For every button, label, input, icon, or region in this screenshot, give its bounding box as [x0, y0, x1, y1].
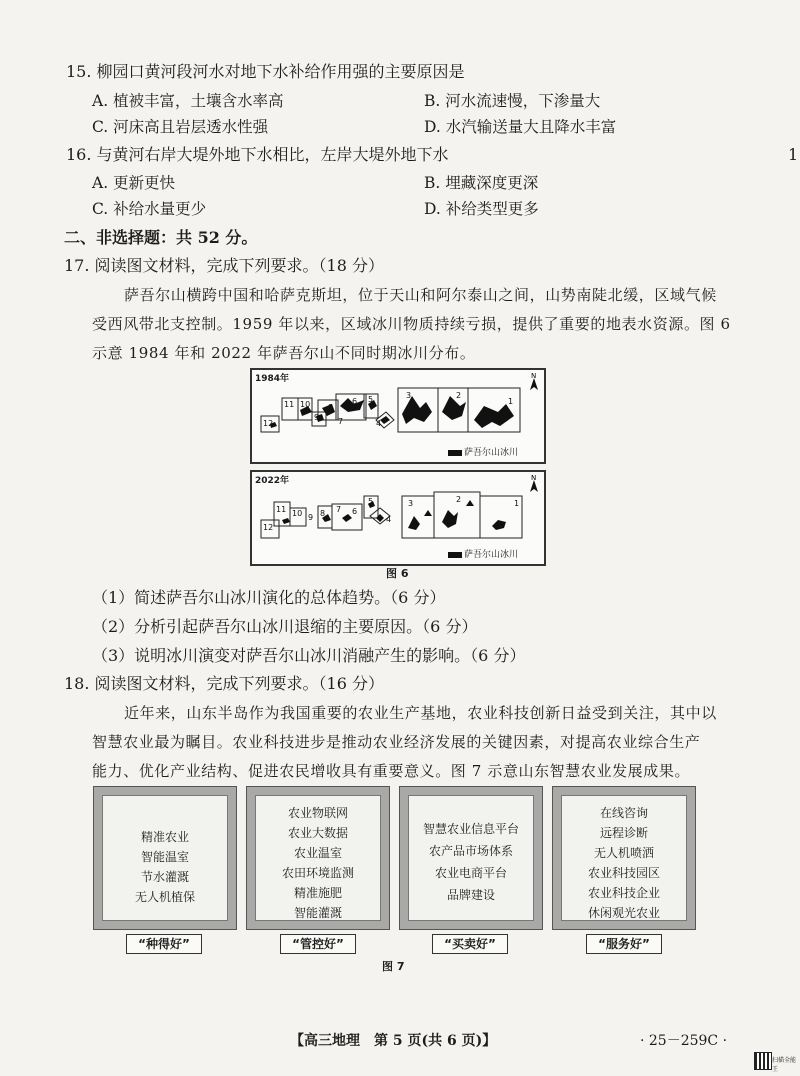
fig6-caption: 图 6	[386, 567, 409, 580]
fig6-1984-label-1: 1	[508, 397, 514, 406]
q17-stem: 17. 阅读图文材料，完成下列要求。（18 分）	[64, 256, 384, 275]
q16-option-d: D. 补给类型更多	[424, 200, 539, 218]
q18-para-line-3: 能力、优化产业结构、促进农民增收具有重要意义。图 7 示意山东智慧农业发展成果。	[92, 762, 691, 780]
glacier-zone-3	[402, 496, 434, 538]
q17-sub-1: （1）简述萨吾尔山冰川演化的总体趋势。（6 分）	[92, 588, 446, 607]
fig7-box4-item-1: 在线咨询	[599, 806, 648, 820]
fig7-box2-item-4: 农田环境监测	[281, 866, 354, 880]
fig6-2022-label-9: 9	[308, 513, 314, 522]
fig6-2022-label-12: 12	[263, 523, 274, 532]
fig6-year-2022: 2022年	[255, 476, 290, 486]
fig6-legend-2022-label: 萨吾尔山冰川	[463, 550, 518, 560]
legend-swatch-icon	[448, 450, 462, 456]
fig6-1984-label-4: 4	[376, 419, 382, 428]
fig6-panel-2022	[250, 470, 546, 566]
q15-option-a: A. 植被丰富，土壤含水率高	[92, 92, 284, 110]
fig6-panel-1984	[250, 368, 546, 464]
fig6-legend-1984-label: 萨吾尔山冰川	[463, 448, 518, 458]
fig7-box4-item-6: 休闲观光农业	[587, 906, 660, 920]
page-footer: 【高三地理 第 5 页(共 6 页)】	[290, 1033, 497, 1049]
fig7-box2-item-3: 农业温室	[293, 846, 342, 860]
fig6-north-2022: N	[531, 474, 537, 482]
fig6-1984-label-5: 5	[368, 395, 374, 404]
fig7-box2-item-2: 农业大数据	[287, 826, 348, 840]
fig6-2022-label-8: 8	[320, 509, 326, 518]
fig6-year-1984: 1984年	[255, 374, 290, 384]
fig6-2022-label-1: 1	[514, 499, 520, 508]
qr-code-icon	[754, 1052, 772, 1070]
fig6-1984-label-3: 3	[406, 391, 412, 400]
fig7-box1-item-1: 精准农业	[140, 830, 189, 844]
fig7-box1-item-4: 无人机植保	[134, 890, 195, 904]
scanner-brand: 扫描全能王	[772, 1057, 797, 1073]
fig7-box-trade	[399, 786, 543, 930]
q16-stem: 16. 与黄河右岸大堤外地下水相比，左岸大堤外地下水	[66, 145, 449, 164]
margin-mark: 1	[788, 145, 799, 164]
fig6-legend-1984	[448, 445, 518, 458]
fig6-2022-label-10: 10	[292, 509, 303, 518]
fig7-box2-item-6: 智能灌溉	[293, 906, 342, 920]
fig7-box1-item-2: 智能温室	[140, 850, 189, 864]
q15-option-c: C. 河床高且岩层透水性强	[92, 118, 269, 136]
fig6-2022-label-11: 11	[276, 505, 287, 514]
fig6-1984-label-2: 2	[456, 391, 462, 400]
q16-option-c: C. 补给水量更少	[92, 200, 207, 218]
fig6-1984-label-10: 10	[300, 400, 311, 409]
fig6-2022-label-5: 5	[368, 497, 374, 506]
fig6-2022-label-6: 6	[352, 507, 358, 516]
fig7-box4-item-5: 农业科技企业	[587, 886, 660, 900]
fig6-2022-label-3: 3	[408, 499, 414, 508]
q17-sub-3: （3）说明冰川演变对萨吾尔山冰川消融产生的影响。（6 分）	[92, 646, 526, 665]
fig6-1984-label-6: 6	[352, 397, 358, 406]
fig7-box-control	[246, 786, 390, 930]
q15-stem: 15. 柳园口黄河段河水对地下水补给作用强的主要原因是	[66, 62, 465, 81]
fig7-box4-item-4: 农业科技园区	[587, 866, 660, 880]
fig7-tag-trade: “买卖好”	[432, 934, 508, 954]
fig6-1984-label-8: 8	[328, 403, 334, 412]
fig7-caption: 图 7	[382, 960, 405, 973]
q17-sub-2: （2）分析引起萨吾尔山冰川退缩的主要原因。（6 分）	[92, 617, 478, 636]
fig7-tag-control: “管控好”	[280, 934, 356, 954]
q18-stem: 18. 阅读图文材料，完成下列要求。（16 分）	[64, 674, 384, 693]
fig7-box3-item-1: 智慧农业信息平台	[422, 822, 519, 836]
fig7-box2-item-5: 精准施肥	[293, 886, 342, 900]
north-arrow-icon	[530, 372, 538, 390]
fig7-box-grow	[93, 786, 237, 930]
fig6-1984-label-7: 7	[338, 417, 344, 426]
fig7-tag-service: “服务好”	[586, 934, 662, 954]
legend-swatch-icon	[448, 552, 462, 558]
fig7-box-service	[552, 786, 696, 930]
q15-option-b: B. 河水流速慢，下渗量大	[424, 92, 601, 110]
fig6-2022-label-2: 2	[456, 495, 462, 504]
fig7-box4-item-3: 无人机喷洒	[593, 846, 654, 860]
q17-para-line-3: 示意 1984 年和 2022 年萨吾尔山不同时期冰川分布。	[92, 344, 476, 362]
glacier-zone-1	[468, 388, 520, 432]
fig6-legend-2022	[448, 547, 518, 560]
q18-para-line-2: 智慧农业最为瞩目。农业科技进步是推动农业经济发展的关键因素，对提高农业综合生产	[92, 733, 701, 751]
fig7-box2-item-1: 农业物联网	[287, 806, 348, 820]
fig7-box3-item-2: 农产品市场体系	[428, 844, 513, 858]
fig6-2022-label-7: 7	[336, 505, 342, 514]
q18-para-line-1: 近年来，山东半岛作为我国重要的农业生产基地，农业科技创新日益受到关注，其中以	[124, 704, 717, 722]
section-heading: 二、非选择题：共 52 分。	[64, 228, 258, 247]
north-arrow-icon	[530, 474, 538, 492]
q17-para-line-2: 受西风带北支控制。1959 年以来，区域冰川物质持续亏损，提供了重要的地表水资源。图 6	[92, 315, 731, 333]
q17-para-line-1: 萨吾尔山横跨中国和哈萨克斯坦，位于天山和阿尔泰山之间，山势南陡北缓，区域气候	[124, 286, 717, 304]
fig7-box3-item-3: 农业电商平台	[434, 866, 507, 880]
fig7-box1-item-3: 节水灌溉	[140, 870, 189, 884]
fig7-box3-item-4: 品牌建设	[446, 888, 495, 902]
fig6-north-1984: N	[531, 372, 537, 380]
fig6-1984-label-9: 9	[314, 413, 320, 422]
q16-option-a: A. 更新更快	[92, 174, 176, 192]
fig6-2022-label-4: 4	[386, 515, 392, 524]
q15-option-d: D. 水汽输送量大且降水丰富	[424, 118, 617, 136]
paper-code: · 25－259C ·	[640, 1033, 728, 1049]
q16-option-b: B. 埋藏深度更深	[424, 174, 539, 192]
fig6-1984-label-12: 12	[263, 419, 274, 428]
fig6-1984-label-11: 11	[284, 400, 295, 409]
fig7-box4-item-2: 远程诊断	[599, 826, 648, 840]
fig7-tag-grow: “种得好”	[126, 934, 202, 954]
